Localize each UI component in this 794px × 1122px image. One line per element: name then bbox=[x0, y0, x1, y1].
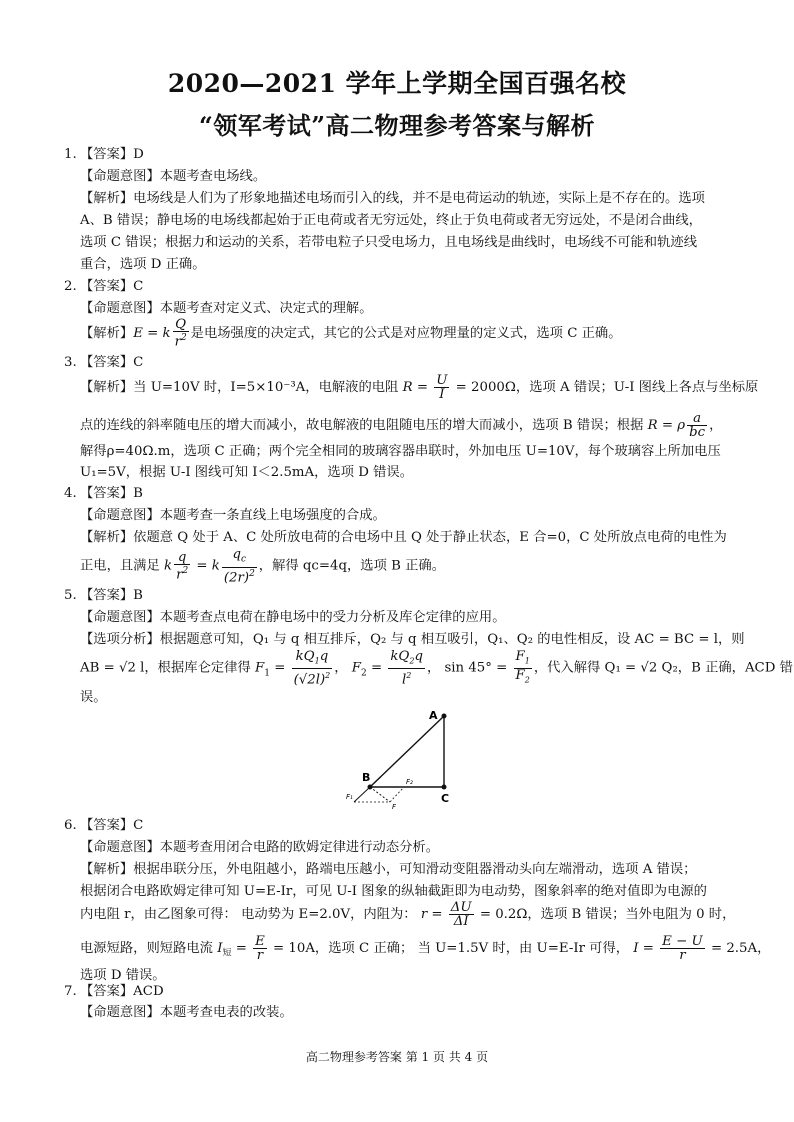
q2-analysis-label: 【解析】 bbox=[80, 326, 134, 341]
q4-number: 4. bbox=[64, 486, 77, 501]
parallelogram-dash bbox=[390, 787, 404, 802]
label-f: F bbox=[392, 803, 397, 810]
q4-analysis-line: 正电，且满足 k $\frac{q}{r^2}$ = k $\frac{q_c}{(2r)^2}$ ，解得 qc=4q，选项 B 正确。 bbox=[80, 547, 445, 586]
label-f1: F₁ bbox=[346, 793, 353, 801]
formula-fraction: $\frac{U}{I}$ bbox=[436, 373, 448, 402]
label-f2: F₂ bbox=[406, 778, 413, 786]
q1-answer: 【答案】D bbox=[80, 147, 144, 162]
q6-analysis-line: 根据闭合电路欧姆定律可知 U=E-Ir，可见 U-I 图象的纵轴截距即为电动势，图象斜率的绝对值即为电源的 bbox=[80, 884, 707, 899]
q4-text: 正电，且满足 bbox=[80, 558, 160, 574]
q4-text: ，解得 qc=4q，选项 B 正确。 bbox=[258, 558, 445, 574]
q5-number: 5. bbox=[64, 588, 77, 603]
q2-answer: 【答案】C bbox=[80, 279, 144, 294]
q5-answer: 【答案】B bbox=[80, 588, 143, 603]
q6-text: = 2.5A， bbox=[710, 941, 771, 956]
q6-text: = 0.2Ω，选项 B 错误；当外电阻为 0 时， bbox=[479, 907, 736, 922]
formula-fraction: $\frac{Q}{r^2}$ bbox=[174, 317, 187, 350]
q2-analysis: 【解析】E = k $\frac{Q}{r^2}$ 是电场强度的决定式，其它的公式是对应物理量的定义式，选项 C 正确。 bbox=[80, 317, 622, 350]
q7-intent: 【命题意图】本题考查电表的改装。 bbox=[80, 1005, 293, 1020]
q5-text: ，代入解得 Q₁ = √2 Q₂，B 正确，ACD 错 bbox=[533, 660, 793, 676]
q6-number: 6. bbox=[64, 818, 77, 833]
formula-fraction: $\frac{a}{bc}$ bbox=[689, 411, 706, 440]
q5-text: AB = √2 l，根据库仑定律得 bbox=[80, 660, 251, 676]
vector-f1 bbox=[354, 787, 370, 802]
q3-text: 【解析】当 U=10V 时，I=5×10⁻³A，电解液的电阻 bbox=[80, 380, 399, 395]
q6-answer: 【答案】C bbox=[80, 818, 144, 833]
formula-fraction: $\frac{q}{r^2}$ bbox=[176, 549, 189, 583]
q5-figure bbox=[340, 705, 470, 810]
page-title: 2020—2021 学年上学期全国百强名校 bbox=[167, 69, 627, 98]
q2-analysis-text: 是电场强度的决定式，其它的公式是对应物理量的定义式，选项 C 正确。 bbox=[190, 326, 622, 341]
formula-fraction: $\frac{kQ_2q}{l^2}$ bbox=[390, 649, 423, 688]
formula-fraction: $\frac{F_1}{F_2}$ bbox=[515, 649, 530, 685]
q5-intent: 【命题意图】本题考查点电荷在静电场中的受力分析及库仑定律的应用。 bbox=[80, 610, 506, 625]
point-a bbox=[442, 714, 447, 719]
q1-analysis-line: 选项 C 错误；根据力和运动的关系，若带电粒子只受电场力，且电场线是曲线时，电场线不可能和轨迹线 bbox=[80, 235, 697, 250]
q1-analysis-line: 【解析】电场线是人们为了形象地描述电场而引入的线，并不是电荷运动的轨迹，实际上是不存在的。选项 bbox=[80, 191, 705, 206]
q2-intent: 【命题意图】本题考查对定义式、决定式的理解。 bbox=[80, 301, 373, 316]
q3-analysis-line: U₁=5V，根据 U-I 图线可知 I＜2.5mA，选项 D 错误。 bbox=[80, 465, 414, 480]
q5-analysis-line: AB = √2 l，根据库仑定律得 $F_1$ = $\frac{kQ_1q}{(√2l)^2}$ ， $F_2$ = $\frac{kQ_2q}{l^2}$ ， sin 45° = $\frac{F_1}{F_2}$ ，代入解得 Q₁ = √2 Q₂，B 正确，ACD 错 bbox=[80, 649, 793, 688]
q6-text: = 10A，选项 C 正确； 当 U=1.5V 时，由 U=E-Ir 可得， bbox=[273, 941, 630, 956]
formula-fraction: $\frac{q_c}{(2r)^2}$ bbox=[223, 547, 255, 586]
q6-text: 电源短路，则短路电流 bbox=[80, 941, 213, 956]
line-ab bbox=[370, 716, 444, 787]
q1-intent: 【命题意图】本题考查电场线。 bbox=[80, 169, 267, 184]
q4-analysis-line: 【解析】依题意 Q 处于 A、C 处所放电荷的合电场中且 Q 处于静止状态，E 合=0，C 处所放点电荷的电性为 bbox=[80, 530, 727, 545]
q3-text: 点的连线的斜率随电压的增大而减小，故电解液的电阻随电压的增大而减小，选项 B 错误；根据 bbox=[80, 418, 644, 433]
q3-analysis-line: 点的连线的斜率随电压的增大而减小，故电解液的电阻随电压的增大而减小，选项 B 错误；根据 R = ρ $\frac{a}{bc}$ ， bbox=[80, 411, 723, 440]
q3-analysis-line: 【解析】当 U=10V 时，I=5×10⁻³A，电解液的电阻 R = $\frac{U}{I}$ = 2000Ω，选项 A 错误；U-I 图线上各点与坐标原 bbox=[80, 373, 759, 402]
q4-answer: 【答案】B bbox=[80, 486, 143, 501]
q6-analysis-line: 【解析】根据串联分压，外电阻越小，路端电压越小，可知滑动变阻器滑动头向左端滑动，选项 A 错误； bbox=[80, 862, 697, 877]
q3-analysis-line: 解得ρ=40Ω.m，选项 C 正确；两个完全相同的玻璃容器串联时，外加电压 U=10V，每个玻璃容上所加电压 bbox=[80, 444, 721, 459]
formula-fraction: $\frac{kQ_1q}{(√2l)^2}$ bbox=[293, 649, 331, 688]
formula-fraction: $\frac{E}{r}$ bbox=[255, 934, 265, 963]
point-c bbox=[442, 785, 447, 790]
q3-number: 3. bbox=[64, 355, 77, 370]
q5-analysis-line: 误。 bbox=[80, 690, 107, 705]
q1-number: 1. bbox=[64, 147, 77, 162]
q7-answer: 【答案】ACD bbox=[80, 984, 164, 999]
q6-text: 内电阻 r，由乙图象可得： 电动势为 E=2.0V，内阻为： bbox=[80, 907, 417, 922]
q6-analysis-line: 电源短路，则短路电流 $I_短$ = $\frac{E}{r}$ = 10A，选项 C 正确； 当 U=1.5V 时，由 U=E-Ir 可得， I = $\frac{E - U}{r}$ = 2.5A， bbox=[80, 934, 771, 963]
page-footer: 高二物理参考答案 第 1 页 共 4 页 bbox=[305, 1050, 489, 1064]
label-c: C bbox=[441, 792, 450, 805]
q4-intent: 【命题意图】本题考查一条直线上电场强度的合成。 bbox=[80, 508, 386, 523]
page-subtitle: “领军考试”高二物理参考答案与解析 bbox=[198, 111, 596, 140]
q1-analysis-line: 重合，选项 D 正确。 bbox=[80, 257, 206, 272]
q6-analysis-line: 选项 D 错误。 bbox=[80, 968, 166, 983]
formula-fraction: $\frac{\Delta U}{\Delta I}$ bbox=[450, 900, 472, 929]
vector-f bbox=[370, 787, 390, 802]
label-a: A bbox=[429, 709, 438, 722]
q1-analysis-line: A、B 错误；静电场的电场线都起始于正电荷或者无穷远处，终止于负电荷或者无穷远处，不是闭合曲线， bbox=[80, 213, 702, 228]
q3-text: = 2000Ω，选项 A 错误；U-I 图线上各点与坐标原 bbox=[455, 380, 759, 395]
q5-analysis-line: 【选项分析】根据题意可知，Q₁ 与 q 相互排斥，Q₂ 与 q 相互吸引，Q₁、Q₂ 的电性相反，设 AC = BC = l，则 bbox=[80, 632, 745, 647]
q6-analysis-line: 内电阻 r，由乙图象可得： 电动势为 E=2.0V，内阻为： r = $\frac{\Delta U}{\Delta I}$ = 0.2Ω，选项 B 错误；当外电阻为 0 时， bbox=[80, 900, 736, 929]
q2-number: 2. bbox=[64, 279, 77, 294]
q3-answer: 【答案】C bbox=[80, 355, 144, 370]
q6-intent: 【命题意图】本题考查用闭合电路的欧姆定律进行动态分析。 bbox=[80, 840, 440, 855]
label-b: B bbox=[362, 771, 371, 784]
formula-fraction: $\frac{E - U}{r}$ bbox=[662, 934, 703, 963]
q7-number: 7. bbox=[64, 984, 77, 999]
